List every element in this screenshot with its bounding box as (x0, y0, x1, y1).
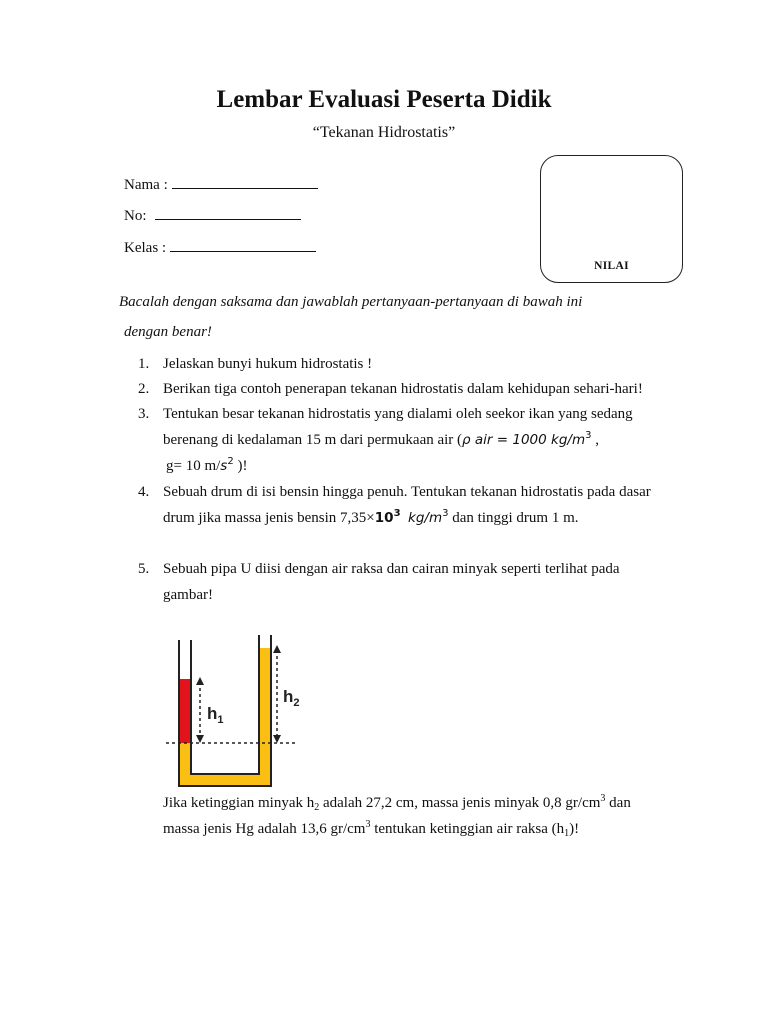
question-text-line-2: berenang di kedalaman 15 m dari permukaan air (ρ air = 1000 $kg/m^3$ , (163, 430, 599, 448)
question-text: Berikan tiga contoh penerapan tekanan hidrostatis dalam kehidupan sehari-hari! (163, 381, 643, 397)
class-line[interactable] (170, 237, 316, 252)
name-label: Nama : (124, 177, 168, 193)
question-5 (0, 561, 768, 611)
density-formula: ρ air = 1000 $kg/m^3$ (462, 430, 592, 448)
question-text-line-3: g= 10 $m/s^2$ )! (166, 456, 248, 474)
name-line[interactable] (172, 174, 318, 189)
oil-liquid (179, 648, 271, 786)
tube-outer-wall (179, 635, 271, 786)
mercury-column (179, 679, 191, 743)
question-text: Tentukan besar tekanan hidrostatis yang dialami oleh seekor ikan yang sedang (163, 406, 633, 422)
question-2 (0, 381, 768, 405)
question-number: 5. (138, 561, 150, 577)
instruction-line-1: Bacalah dengan saksama dan jawablah pertanyaan-pertanyaan di bawah ini (119, 294, 583, 310)
density-unit: $kg/m^3$ (408, 508, 449, 526)
page-subtitle: “Tekanan Hidrostatis” (312, 124, 456, 141)
h2-label: $h_2$ (283, 687, 300, 709)
power-of-ten: $10^3$ (374, 508, 401, 526)
question-3 (0, 406, 768, 486)
number-label: No: (124, 208, 147, 224)
class-label: Kelas : (124, 240, 167, 256)
question-4 (0, 484, 768, 534)
question-text-line-2: gambar! (163, 587, 213, 603)
question-text: Jelaskan bunyi hukum hidrostatis ! (163, 356, 373, 372)
number-field[interactable] (124, 205, 301, 225)
tube-inner-wall (191, 635, 259, 774)
h1-arrow-head-down (196, 735, 204, 743)
question-1 (0, 356, 768, 380)
h2-arrow-head-up (273, 645, 281, 653)
seconds-symbol: $s^2$ (220, 456, 234, 474)
score-label: NILAI (594, 260, 629, 272)
h1-label: $h_1$ (207, 704, 224, 726)
name-field[interactable] (124, 174, 318, 194)
u-tube-diagram (160, 630, 320, 792)
question-number: 4. (138, 484, 150, 500)
question-number: 2. (138, 381, 150, 397)
h1-arrow-head-up (196, 677, 204, 685)
question-number: 3. (138, 406, 150, 422)
instruction-line-2: dengan benar! (124, 324, 212, 340)
question-text: Sebuah drum di isi bensin hingga penuh. Tentukan tekanan hidrostatis pada dasar (163, 484, 651, 500)
class-field[interactable] (124, 237, 316, 257)
question-5-followup-line-2: massa jenis Hg adalah 13,6 $gr/cm^3$ tentukan ketinggian air raksa $(h_1)$! (163, 819, 580, 839)
page-title: Lembar Evaluasi Peserta Didik (216, 86, 552, 113)
question-text-line-2: drum jika massa jenis bensin $7,35\times 10^3$ $kg/m^3$ dan tinggi drum 1 m. (163, 508, 579, 526)
h2-arrow-head-down (273, 735, 281, 743)
question-number: 1. (138, 356, 150, 372)
question-text: Sebuah pipa U diisi dengan air raksa dan cairan minyak seperti terlihat pada (163, 561, 620, 577)
question-5-followup-line-1: Jika ketinggian minyak $h_2$ adalah 27,2 cm, massa jenis minyak 0,8 $gr/cm^3$ dan (163, 793, 631, 813)
number-line[interactable] (155, 205, 301, 220)
